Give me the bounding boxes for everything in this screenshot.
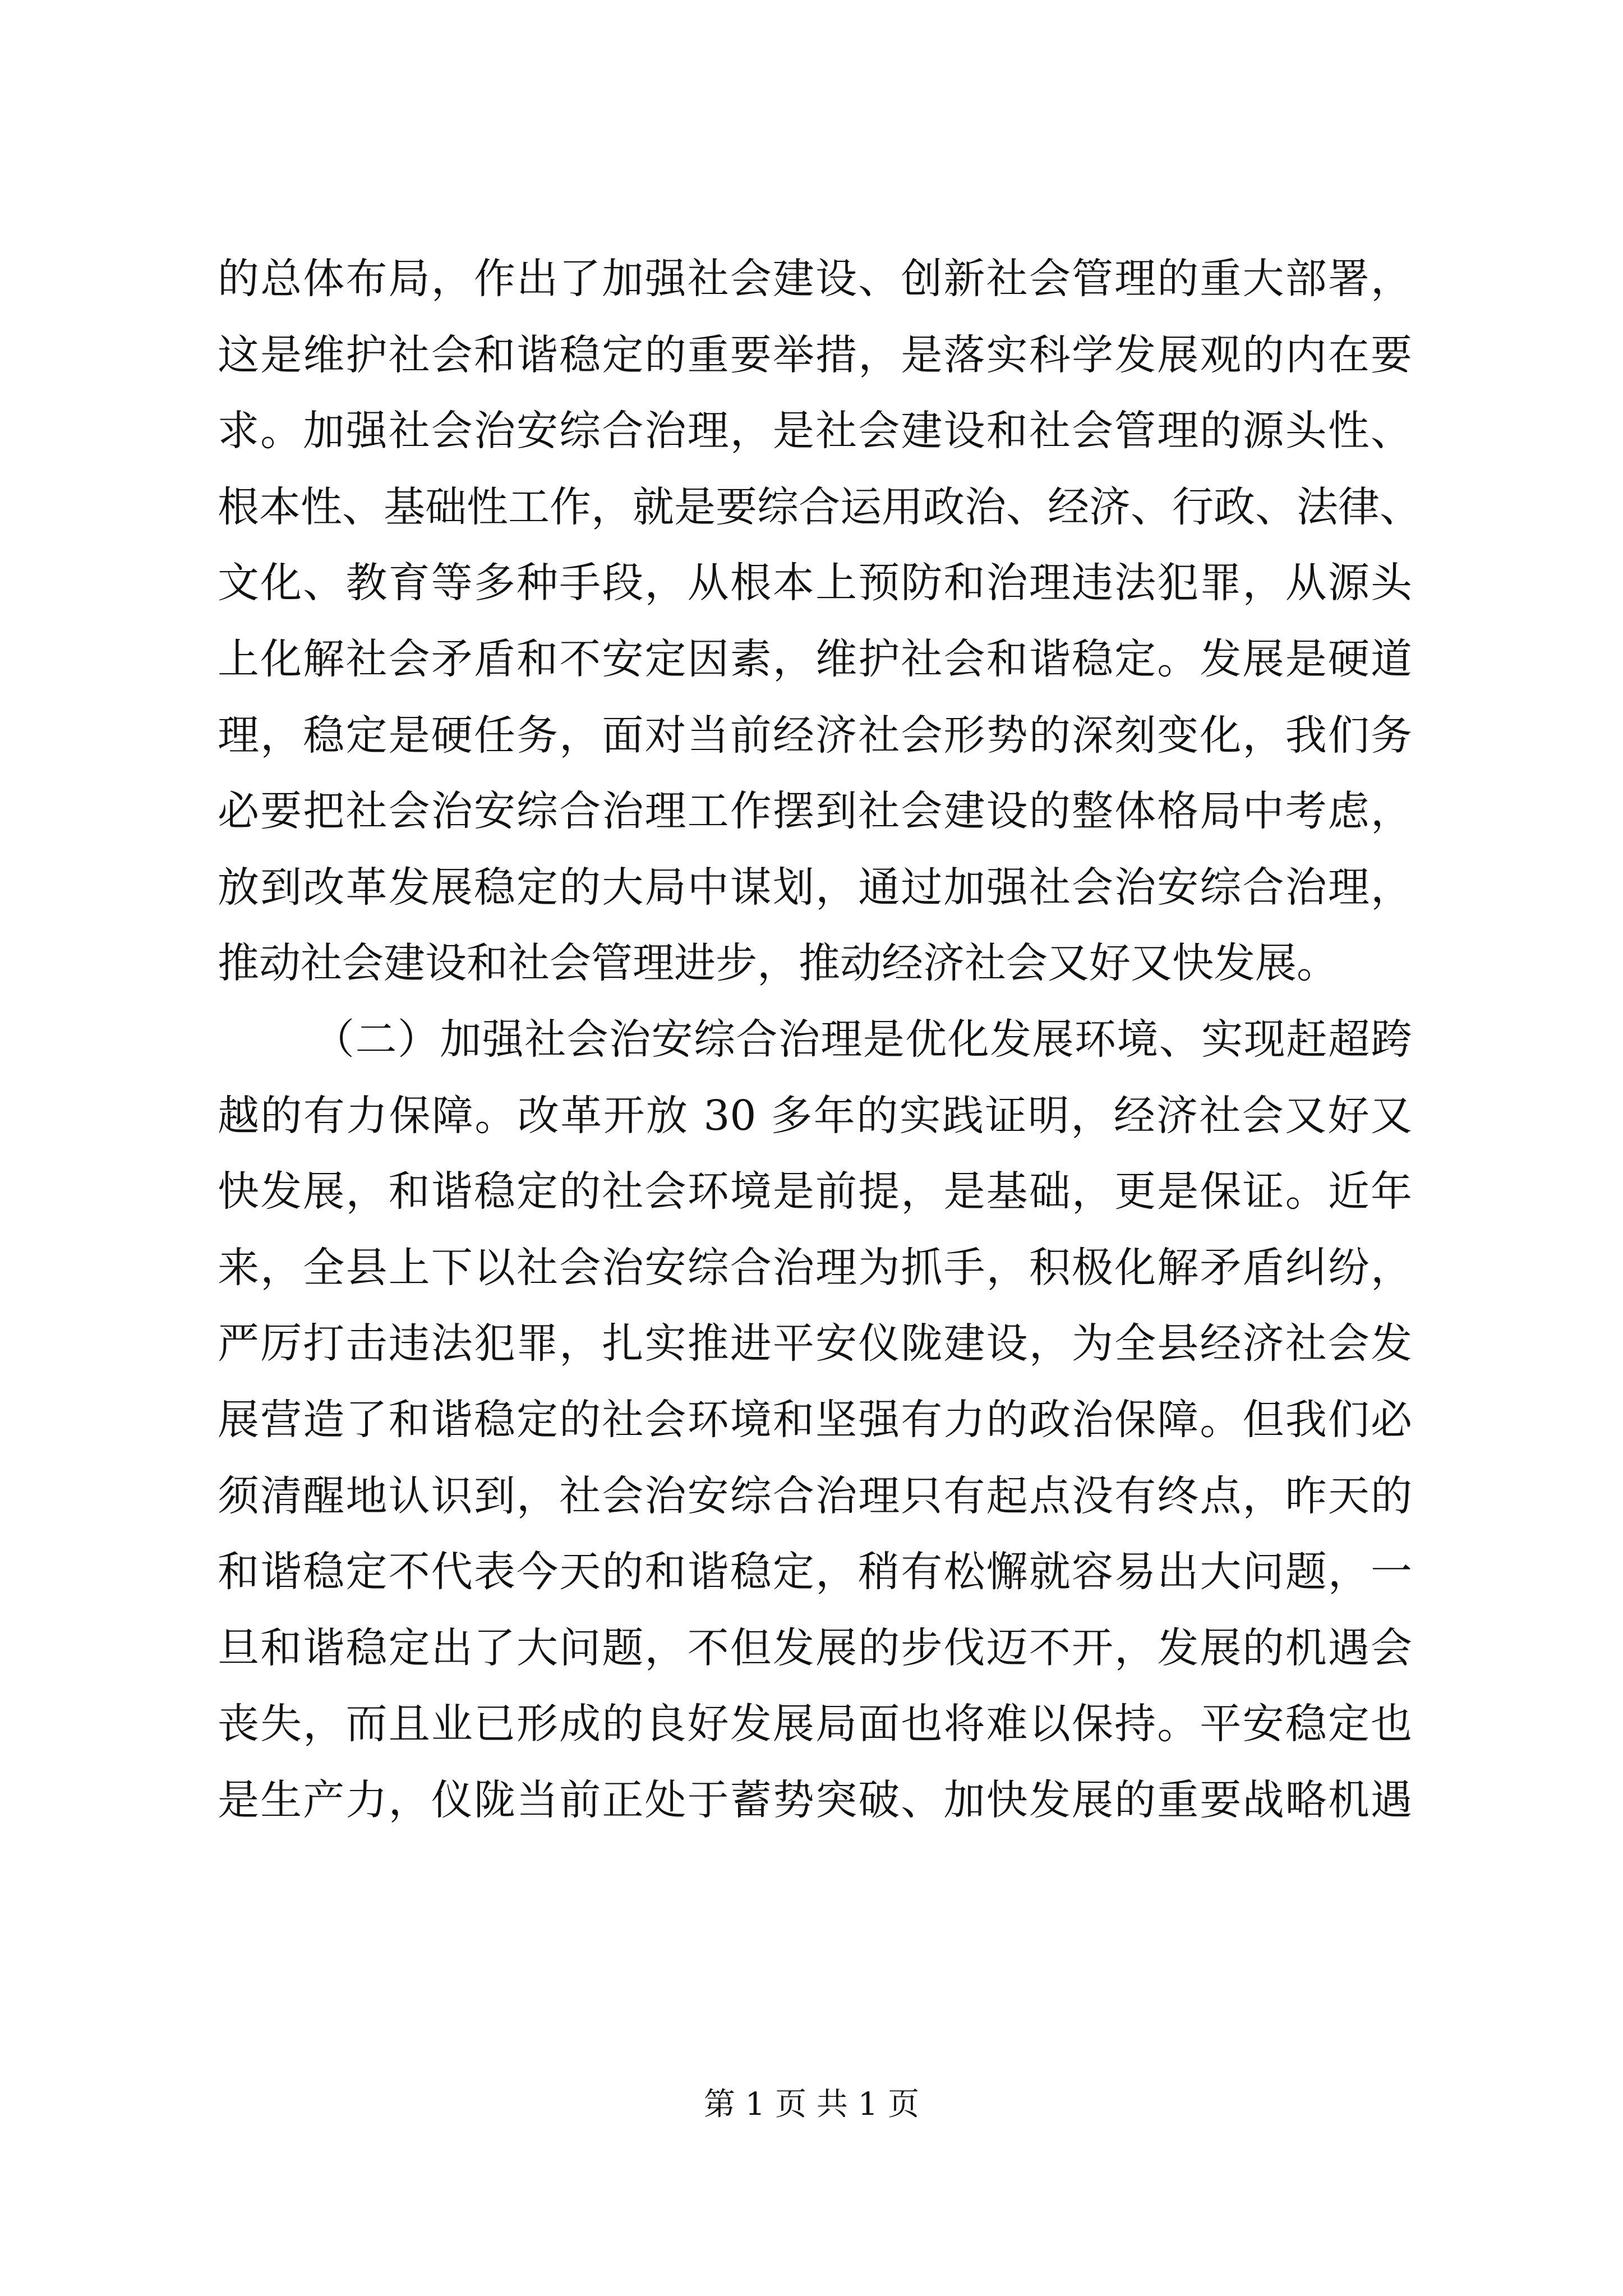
text-line: 上化解社会矛盾和不安定因素，维护社会和谐稳定。发展是硬道 [218,634,1412,683]
page-footer [0,2082,1623,2127]
text-line: 必要把社会治安综合治理工作摆到社会建设的整体格局中考虑， [218,787,1412,836]
text-line: 的总体布局，作出了加强社会建设、创新社会管理的重大部署， [218,255,1412,303]
text-line: 严厉打击违法犯罪，扎实推进平安仪陇建设，为全县经济社会发 [218,1319,1412,1368]
text-line: 推动社会建设和社会管理进步，推动经济社会又好又快发展。 [218,939,1338,988]
text-line: 放到改革发展稳定的大局中谋划，通过加强社会治安综合治理， [218,863,1412,912]
page-number-label: 第 1 页 共 1 页 [703,2086,920,2123]
text-line: 根本性、基础性工作，就是要综合运用政治、经济、行政、法律、 [218,482,1421,531]
text-line: 来，全县上下以社会治安综合治理为抓手，积极化解矛盾纠纷， [218,1243,1412,1292]
text-line: 求。加强社会治安综合治理，是社会建设和社会管理的源头性、 [218,407,1412,455]
text-line: 丧失，而且业已形成的良好发展局面也将难以保持。平安稳定也 [218,1700,1412,1749]
text-line: （二）加强社会治安综合治理是优化发展环境、实现赶超跨 [313,1015,1412,1064]
text-line: 越的有力保障。改革开放 30 多年的实践证明，经济社会又好又 [218,1091,1412,1140]
text-line: 是生产力，仪陇当前正处于蓄势突破、加快发展的重要战略机遇 [218,1775,1412,1824]
text-line: 展营造了和谐稳定的社会环境和坚强有力的政治保障。但我们必 [218,1395,1412,1444]
body-text [218,241,1421,1838]
text-line: 这是维护社会和谐稳定的重要举措，是落实科学发展观的内在要 [218,330,1412,379]
text-line: 旦和谐稳定出了大问题，不但发展的步伐迈不开，发展的机遇会 [218,1623,1412,1672]
text-line: 快发展，和谐稳定的社会环境是前提，是基础，更是保证。近年 [218,1167,1412,1216]
text-line: 须清醒地认识到，社会治安综合治理只有起点没有终点，昨天的 [218,1471,1412,1520]
text-line: 理，稳定是硬任务，面对当前经济社会形势的深刻变化，我们务 [218,711,1412,760]
text-line: 和谐稳定不代表今天的和谐稳定，稍有松懈就容易出大问题，一 [218,1548,1412,1596]
text-line: 文化、教育等多种手段，从根本上预防和治理违法犯罪，从源头 [218,559,1412,608]
